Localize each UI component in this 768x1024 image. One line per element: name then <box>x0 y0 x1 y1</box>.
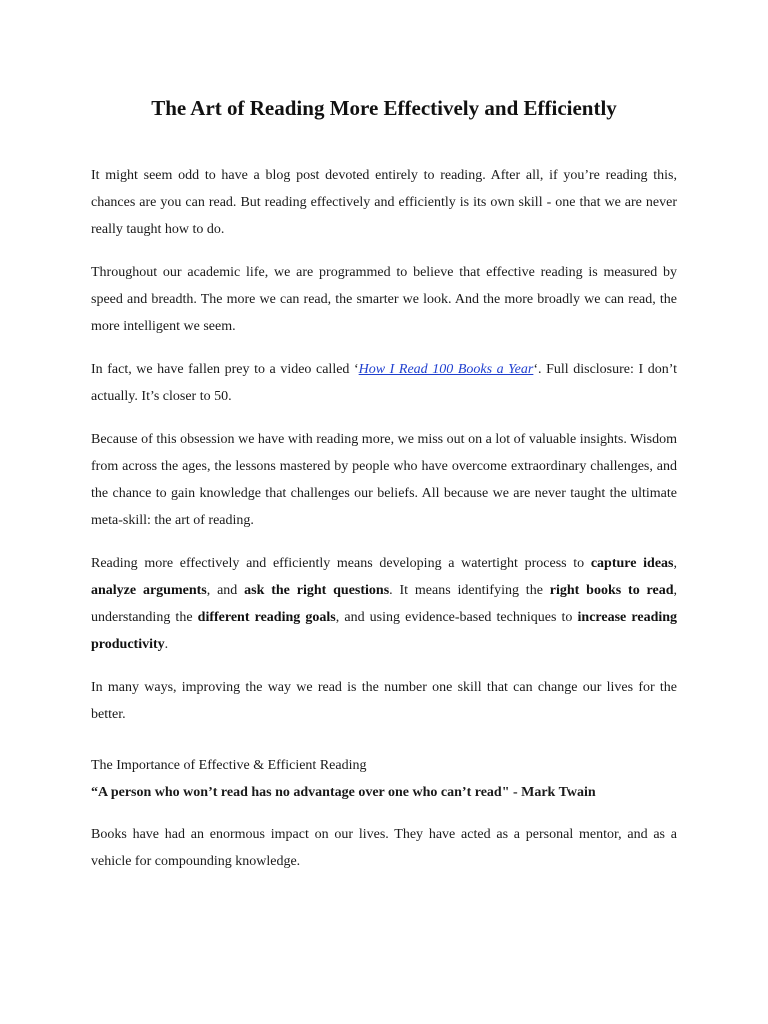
text-run: . It means identifying the <box>389 583 550 598</box>
paragraph-skill: In many ways, improving the way we read is the number one skill that can change our lives for the better. <box>91 680 677 722</box>
video-link[interactable]: How I Read 100 Books a Year <box>358 362 534 377</box>
text-run: , understanding the <box>91 583 678 625</box>
bold-analyze-arguments: analyze arguments <box>91 583 207 598</box>
bold-right-books: right books to read <box>549 583 674 598</box>
paragraph-academic: Throughout our academic life, we are programmed to believe that effective reading is measured by speed and breadth. The more we can read, the smarter we look. And the more broadly we can read, the more intelligent we seem. <box>91 265 677 334</box>
bold-reading-productivity: increase reading productivity <box>91 610 678 652</box>
paragraph-books-impact: Books have had an enormous impact on our lives. They have acted as a personal mentor, and as a vehicle for compounding knowledge. <box>91 827 677 869</box>
text-run: , and using evidence-based techniques to <box>335 610 578 625</box>
mark-twain-quote: “A person who won’t read has no advantage over one who can’t read" - Mark Twain <box>91 785 596 800</box>
paragraph-obsession: Because of this obsession we have with reading more, we miss out on a lot of valuable insights. Wisdom from across the ages, the lessons mastered by people who have overcome extraordinary challenges, and the chance to gain knowledge that challenges our beliefs. All because we are never taught the ultimate meta-skill: the art of reading. <box>91 432 677 528</box>
paragraph-video-before: In fact, we have fallen prey to a video called ‘ <box>91 362 359 377</box>
section-heading: The Importance of Effective & Efficient Reading <box>91 758 367 773</box>
bold-ask-questions: ask the right questions <box>244 583 390 598</box>
paragraph-intro: It might seem odd to have a blog post devoted entirely to reading. After all, if you’re reading this, chances are you can read. But reading effectively and efficiently is its own skill - one that we are never really taught how to do. <box>91 168 677 237</box>
paragraph-video-after: ‘. Full disclosure: I don’t actually. It’s closer to 50. <box>91 362 677 404</box>
text-run: , <box>673 556 677 571</box>
text-run: Reading more effectively and efficiently means developing a watertight process to <box>91 556 591 571</box>
paragraph-video <box>91 356 677 410</box>
text-run: , and <box>206 583 245 598</box>
bold-reading-goals: different reading goals <box>197 610 336 625</box>
page-title: The Art of Reading More Effectively and Efficiently <box>151 96 617 120</box>
bold-capture-ideas: capture ideas <box>590 556 674 571</box>
paragraph-process <box>91 550 677 658</box>
text-run: . <box>164 637 169 652</box>
